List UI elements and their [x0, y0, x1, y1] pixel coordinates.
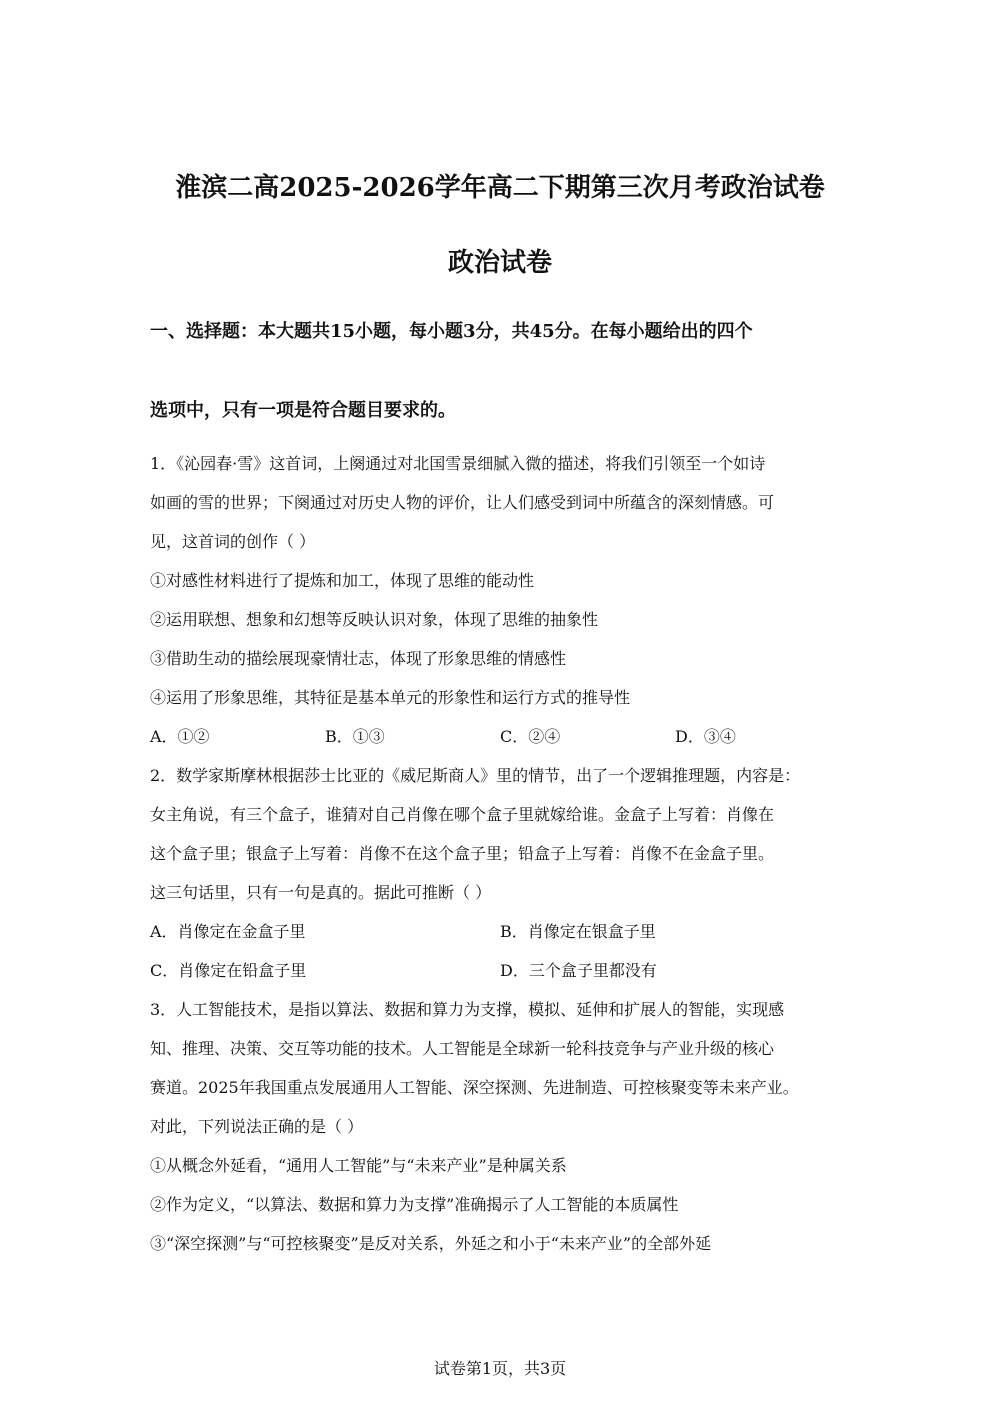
q3-stem-line-4: 对此，下列说法正确的是（ ）	[150, 1117, 364, 1136]
q1-option-c: C．②④	[500, 727, 561, 746]
q2-option-a: A．肖像定在金盒子里	[150, 922, 306, 941]
q3-statement-3: ③“深空探测”与“可控核聚变”是反对关系，外延之和小于“未来产业”的全部外延	[150, 1234, 712, 1253]
section-heading-line-1: 一、选择题：本大题共15小题，每小题3分，共45分。在每小题给出的四个	[150, 321, 753, 342]
q2-stem-line-1: 2．数学家斯摩林根据莎士比亚的《威尼斯商人》里的情节，出了一个逻辑推理题，内容是：	[150, 766, 801, 785]
q3-stem-line-2: 知、推理、决策、交互等功能的技术。人工智能是全球新一轮科技竞争与产业升级的核心	[150, 1039, 775, 1058]
q3-statement-2: ②作为定义，“以算法、数据和算力为支撑”准确揭示了人工智能的本质属性	[150, 1195, 679, 1214]
q1-option-b: B．①③	[325, 727, 385, 746]
q1-stem-line-1: 1．《沁园春·雪》这首词，上阕通过对北国雪景细腻入微的描述，将我们引领至一个如诗	[150, 454, 766, 473]
q3-statement-1: ①从概念外延看，“通用人工智能”与“未来产业”是种属关系	[150, 1156, 567, 1175]
q2-stem-line-2: 女主角说，有三个盒子，谁猜对自己肖像在哪个盒子里就嫁给谁。金盒子上写着：肖像在	[150, 805, 775, 824]
q1-statement-2: ②运用联想、想象和幻想等反映认识对象，体现了思维的抽象性	[150, 610, 599, 629]
q1-option-a: A．①②	[150, 727, 210, 746]
q1-option-d: D．③④	[675, 727, 736, 746]
q1-stem-line-3: 见，这首词的创作（ ）	[150, 532, 316, 551]
q2-option-b: B．肖像定在银盒子里	[500, 922, 656, 941]
section-heading-line-2: 选项中，只有一项是符合题目要求的。	[150, 400, 456, 421]
q2-option-c: C．肖像定在铅盒子里	[150, 961, 307, 980]
page-footer: 试卷第1页，共3页	[433, 1359, 567, 1378]
q2-stem-line-3: 这个盒子里；银盒子上写着：肖像不在这个盒子里；铅盒子上写着：肖像不在金盒子里。	[150, 844, 775, 863]
q2-stem-line-4: 这三句话里，只有一句是真的。据此可推断（ ）	[150, 883, 492, 902]
q3-stem-line-1: 3．人工智能技术，是指以算法、数据和算力为支撑，模拟、延伸和扩展人的智能，实现感	[150, 1000, 785, 1019]
exam-subtitle: 政治试卷	[447, 248, 552, 278]
q1-statement-4: ④运用了形象思维，其特征是基本单元的形象性和运行方式的推导性	[150, 688, 631, 707]
q3-stem-line-3: 赛道。2025年我国重点发展通用人工智能、深空探测、先进制造、可控核聚变等未来产业。	[150, 1078, 799, 1097]
q1-stem-line-2: 如画的雪的世界；下阕通过对历史人物的评价，让人们感受到词中所蕴含的深刻情感。可	[150, 493, 775, 512]
q2-option-d: D．三个盒子里都没有	[500, 961, 657, 980]
exam-title: 淮滨二高2025-2026学年高二下期第三次月考政治试卷	[175, 173, 825, 203]
q1-statement-3: ③借助生动的描绘展现豪情壮志，体现了形象思维的情感性	[150, 649, 567, 668]
q1-statement-1: ①对感性材料进行了提炼和加工，体现了思维的能动性	[150, 571, 535, 590]
